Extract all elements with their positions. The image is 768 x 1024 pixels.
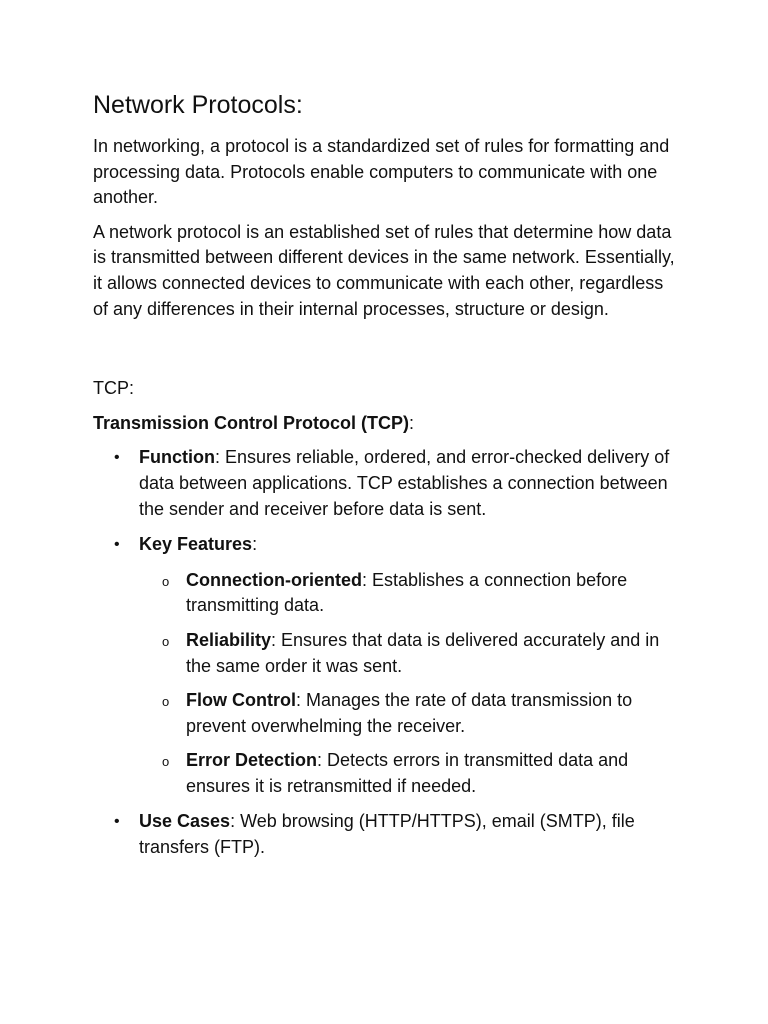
sub-bullet-icon: o: [162, 633, 170, 649]
subitem-term: Error Detection: [186, 750, 318, 771]
item-term: Use Cases: [139, 811, 231, 832]
section-heading-bold: Transmission Control Protocol (TCP): [93, 412, 410, 433]
section-spacer: [93, 331, 683, 376]
section-heading-colon: :: [409, 412, 415, 433]
definition-paragraph: A network protocol is an established set of rules that determine how data is transmitted between different devices in the same network. Essentially, it allows connected devices to communicate with each other, regardless of any differences in their internal processes, structure or design.: [93, 221, 675, 319]
item-term: Function: [139, 447, 215, 468]
sublist-item-connection-oriented: [139, 568, 683, 619]
intro-paragraph: In networking, a protocol is a standardized set of rules for formatting and processing data. Protocols enable computers to communicate with one another.: [93, 136, 670, 208]
sub-bullet-icon: o: [162, 754, 170, 770]
item-text: : Ensures reliable, ordered, and error-checked delivery of data between applications. TCP establishes a connection between the sender and receiver before data is sent.: [139, 447, 670, 519]
subitem-term: Flow Control: [186, 690, 296, 711]
subitem-text: : Manages the rate of data transmission to prevent overwhelming the receiver.: [186, 690, 633, 736]
subitem-text: : Ensures that data is delivered accurately and in the same order it was sent.: [186, 629, 660, 676]
sublist-item-reliability: [139, 628, 683, 679]
tcp-bullet-list: [93, 445, 683, 860]
sublist-item-error-detection: [139, 748, 683, 799]
bullet-icon: •: [114, 813, 120, 831]
sub-bullet-icon: o: [162, 694, 170, 710]
subitem-text: : Establishes a connection before transmitting data.: [186, 569, 628, 616]
list-item-key-features: [93, 532, 683, 799]
section-heading-tcp: [93, 411, 683, 437]
subitem-text: : Detects errors in transmitted data and ensures it is retransmitted if needed.: [186, 750, 629, 796]
subitem-term: Reliability: [186, 629, 272, 650]
section-label-tcp: TCP:: [93, 378, 135, 399]
bullet-icon: •: [114, 449, 120, 467]
document-page: [93, 88, 683, 871]
key-features-sublist: [139, 568, 683, 800]
bullet-icon: •: [114, 536, 120, 554]
list-item-use-cases: [93, 809, 683, 860]
list-item-function: [93, 445, 683, 522]
sub-bullet-icon: o: [162, 573, 170, 589]
sublist-item-flow-control: [139, 688, 683, 739]
page-title: Network Protocols:: [93, 91, 303, 119]
item-term: Key Features: [139, 534, 253, 555]
subitem-term: Connection-oriented: [186, 569, 362, 590]
item-text: : Web browsing (HTTP/HTTPS), email (SMTP), file transfers (FTP).: [139, 811, 635, 858]
item-text: :: [252, 534, 258, 555]
